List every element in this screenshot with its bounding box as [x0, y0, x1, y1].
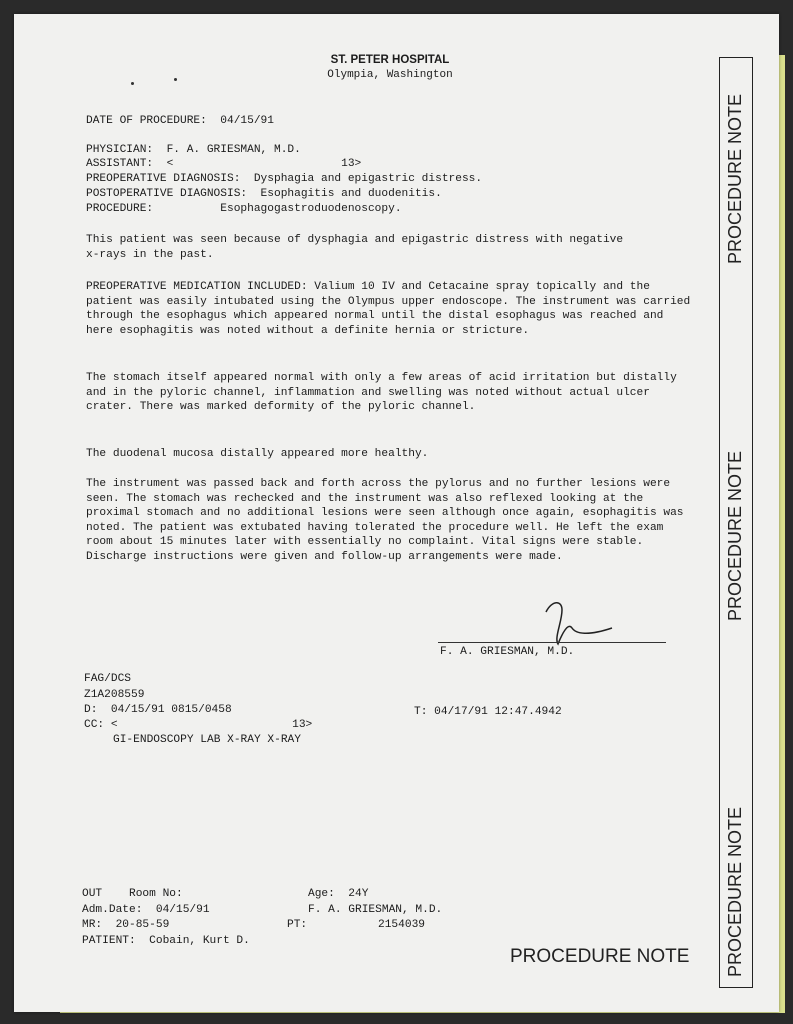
- hospital-location: Olympia, Washington: [327, 69, 453, 81]
- paragraph-stomach: The stomach itself appeared normal with only a few areas of acid irritation but distally and in the pyloric channel, inflammation and swelling was noted without actual ulcer crater. There was marked deformity of the pyloric channel.: [86, 372, 677, 413]
- postop-diagnosis: POSTOPERATIVE DIAGNOSIS: Esophagitis and duodenitis.: [86, 188, 442, 200]
- transcribed-date: T: 04/17/91 12:47.4942: [414, 706, 562, 718]
- side-label-top: PROCEDURE NOTE: [725, 93, 745, 264]
- initials: FAG/DCS: [84, 673, 131, 685]
- dictated-date: D: 04/15/91 0815/0458: [84, 704, 232, 716]
- physician-signature: [540, 598, 620, 648]
- attending-physician: F. A. GRIESMAN, M.D.: [308, 904, 443, 916]
- patient-age: Age: 24Y: [308, 888, 369, 900]
- assistant-line: ASSISTANT: < 13>: [86, 158, 362, 170]
- cc-destination: GI-ENDOSCOPY LAB X-RAY X-RAY: [113, 734, 301, 746]
- side-label-bottom: PROCEDURE NOTE: [725, 806, 745, 977]
- procedure-line: PROCEDURE: Esophagogastroduodenoscopy.: [86, 203, 402, 215]
- paragraph-medication: PREOPERATIVE MEDICATION INCLUDED: Valium 10 IV and Cetacaine spray topically and the patient was easily intubated using the Olympus upper endoscope. The instrument was carried through the esophagus which appeared normal until the distal esophagus was reached and here esophagitis was noted without a definite hernia or stricture.: [86, 281, 691, 337]
- medical-record-number: MR: 20-85-59: [82, 919, 170, 931]
- physician-line: PHYSICIAN: F. A. GRIESMAN, M.D.: [86, 144, 301, 156]
- paragraph-duodenum: The duodenal mucosa distally appeared more healthy.: [86, 448, 429, 460]
- date-of-procedure: DATE OF PROCEDURE: 04/15/91: [86, 115, 274, 127]
- paragraph-history: This patient was seen because of dysphagia and epigastric distress with negative x-rays in the past.: [86, 234, 624, 261]
- cc-line: CC: < 13>: [84, 719, 313, 731]
- admission-date: Adm.Date: 04/15/91: [82, 904, 210, 916]
- signature-line: [438, 642, 666, 643]
- pt-number: 2154039: [378, 919, 425, 931]
- patient-name: PATIENT: Cobain, Kurt D.: [82, 935, 250, 947]
- document-id: Z1A208559: [84, 689, 145, 701]
- preop-diagnosis: PREOPERATIVE DIAGNOSIS: Dysphagia and epigastric distress.: [86, 173, 483, 185]
- hospital-name: ST. PETER HOSPITAL: [330, 54, 450, 66]
- speck: [131, 82, 134, 85]
- pt-label: PT:: [287, 919, 308, 931]
- signature-name: F. A. GRIESMAN, M.D.: [440, 646, 575, 658]
- paragraph-conclusion: The instrument was passed back and forth across the pylorus and no further lesions were seen. The stomach was rechecked and the instrument was also reflexed looking at the proximal stomach and no additional lesions were seen although once again, esophagitis was noted. The patient was extubated having tolerated the procedure well. He left the exam room about 15 minutes later with essentially no complaint. Vital signs were stable. Discharge instructions were given and follow-up arrangements were made.: [86, 478, 684, 563]
- out-room: OUT Room No:: [82, 888, 183, 900]
- bottom-label: PROCEDURE NOTE: [510, 946, 690, 967]
- side-label-middle: PROCEDURE NOTE: [725, 450, 745, 621]
